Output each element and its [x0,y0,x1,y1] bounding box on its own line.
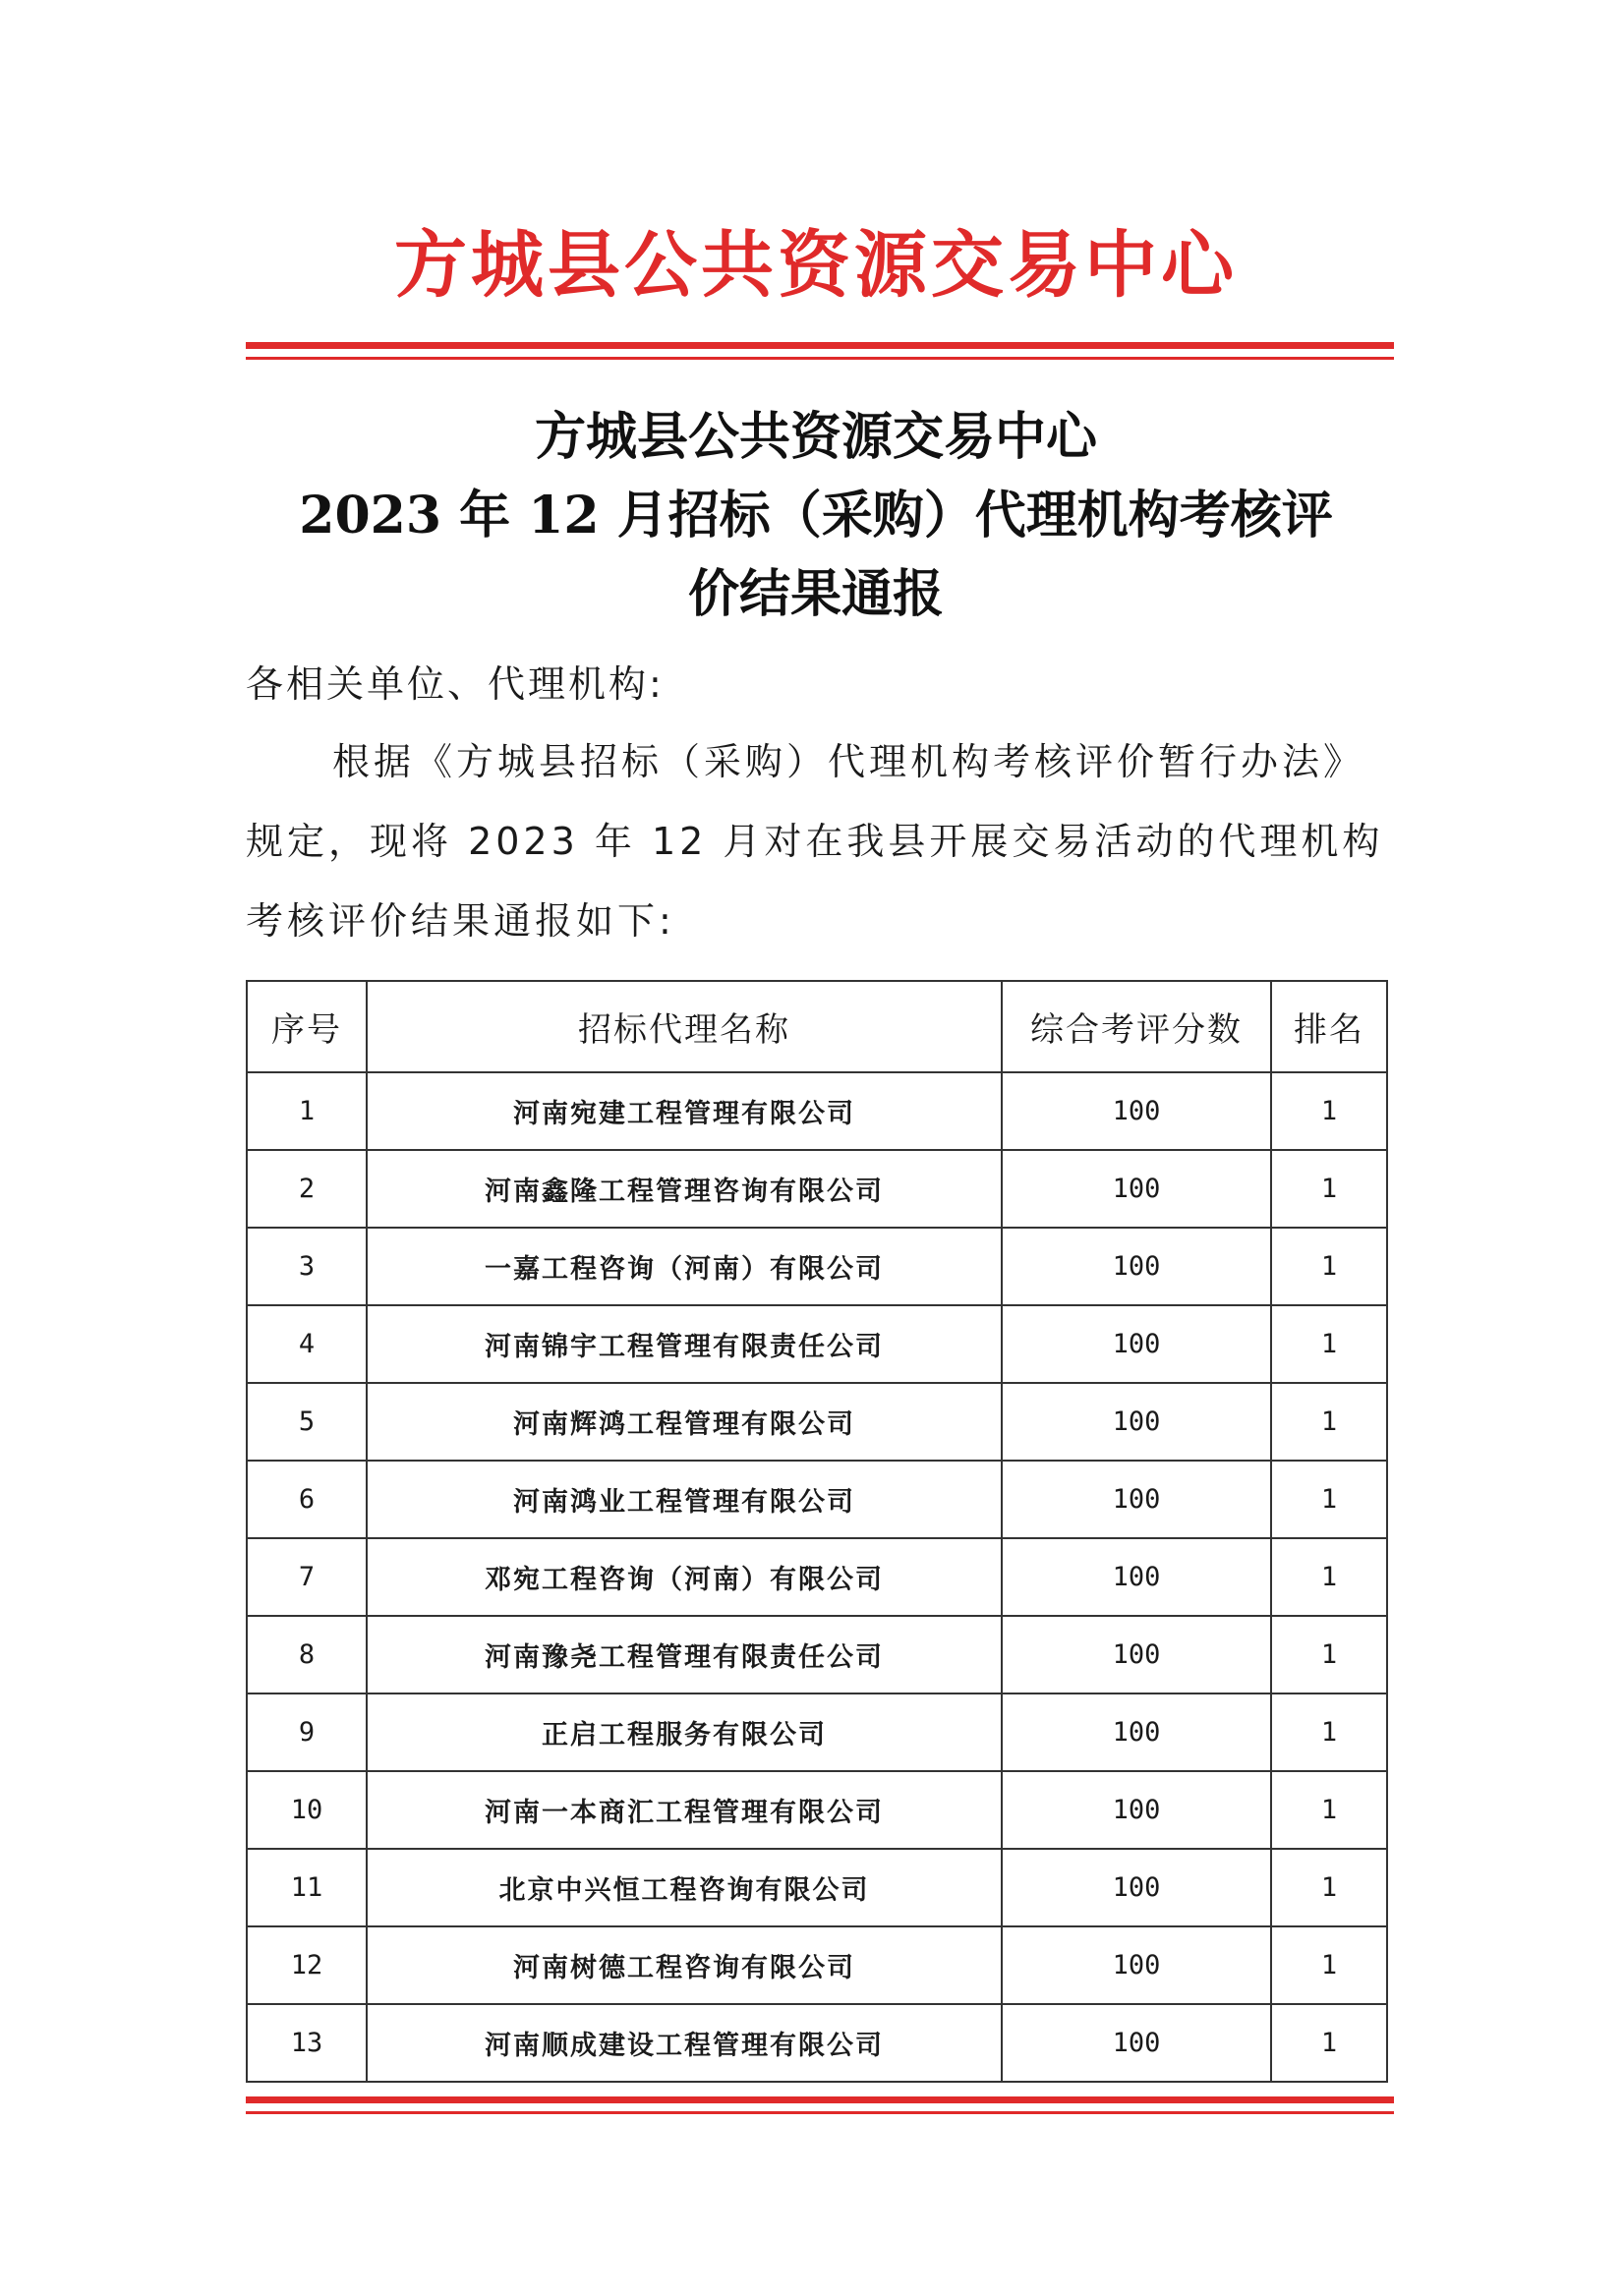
cell-serial: 7 [247,1538,367,1616]
cell-rank: 1 [1271,2004,1387,2082]
table-body [247,1072,1387,2082]
cell-serial: 12 [247,1926,367,2004]
cell-agency-name: 正启工程服务有限公司 [367,1693,1002,1771]
table-row [247,1305,1387,1383]
cell-rank: 1 [1271,1616,1387,1693]
cell-agency-name: 河南豫尧工程管理有限责任公司 [367,1616,1002,1693]
table-row [247,1383,1387,1461]
table-row [247,2004,1387,2082]
table-row [247,1072,1387,1150]
table-row [247,1849,1387,1926]
cell-agency-name: 河南宛建工程管理有限公司 [367,1072,1002,1150]
table-row [247,1228,1387,1305]
cell-rank: 1 [1271,1228,1387,1305]
cell-score: 100 [1002,2004,1271,2082]
cell-rank: 1 [1271,1305,1387,1383]
table-row [247,1693,1387,1771]
letterhead-title: 方城县公共资源交易中心 [394,223,1238,308]
cell-score: 100 [1002,1150,1271,1228]
header-score: 综合考评分数 [1002,981,1271,1072]
notice-body-text: 根据《方城县招标（采购）代理机构考核评价暂行办法》规定，现将 2023 年 12 月对在我县开展交易活动的代理机构考核评价结果通报如下: [246,740,1384,943]
table-row [247,1150,1387,1228]
cell-score: 100 [1002,1849,1271,1926]
letterhead-rule-thick [246,342,1394,349]
cell-agency-name: 河南树德工程咨询有限公司 [367,1926,1002,2004]
cell-serial: 4 [247,1305,367,1383]
table-row [247,1616,1387,1693]
cell-agency-name: 河南一本商汇工程管理有限公司 [367,1771,1002,1849]
cell-serial: 5 [247,1383,367,1461]
footer-rule-thick [246,2096,1394,2103]
cell-rank: 1 [1271,1771,1387,1849]
cell-agency-name: 河南辉鸿工程管理有限公司 [367,1383,1002,1461]
table-row [247,1461,1387,1538]
header-rank: 排名 [1271,981,1387,1072]
cell-score: 100 [1002,1383,1271,1461]
cell-serial: 1 [247,1072,367,1150]
cell-serial: 9 [247,1693,367,1771]
cell-rank: 1 [1271,1383,1387,1461]
cell-rank: 1 [1271,1150,1387,1228]
notice-title-line2: 2023 年 12 月招标（采购）代理机构考核评 [299,486,1333,545]
cell-serial: 10 [247,1771,367,1849]
cell-rank: 1 [1271,1693,1387,1771]
notice-title-line3: 价结果通报 [687,564,944,624]
cell-rank: 1 [1271,1072,1387,1150]
notice-body [246,722,1396,961]
cell-score: 100 [1002,1228,1271,1305]
cell-agency-name: 河南顺成建设工程管理有限公司 [367,2004,1002,2082]
notice-title [236,398,1396,634]
table-row [247,1538,1387,1616]
cell-agency-name: 河南锦宇工程管理有限责任公司 [367,1305,1002,1383]
results-table [246,980,1388,2083]
cell-serial: 13 [247,2004,367,2082]
table-row [247,1926,1387,2004]
cell-agency-name: 邓宛工程咨询（河南）有限公司 [367,1538,1002,1616]
cell-agency-name: 河南鑫隆工程管理咨询有限公司 [367,1150,1002,1228]
cell-score: 100 [1002,1461,1271,1538]
cell-score: 100 [1002,1771,1271,1849]
cell-score: 100 [1002,1616,1271,1693]
cell-agency-name: 一嘉工程咨询（河南）有限公司 [367,1228,1002,1305]
cell-serial: 3 [247,1228,367,1305]
cell-score: 100 [1002,1305,1271,1383]
header-serial: 序号 [247,981,367,1072]
cell-agency-name: 河南鸿业工程管理有限公司 [367,1461,1002,1538]
cell-serial: 6 [247,1461,367,1538]
table-header-row [247,981,1387,1072]
cell-score: 100 [1002,1926,1271,2004]
cell-serial: 2 [247,1150,367,1228]
cell-rank: 1 [1271,1538,1387,1616]
cell-rank: 1 [1271,1849,1387,1926]
header-agency-name: 招标代理名称 [367,981,1002,1072]
salutation: 各相关单位、代理机构: [246,662,665,706]
footer-rule-thin [246,2111,1394,2114]
cell-serial: 8 [247,1616,367,1693]
letterhead-rule-thin [246,357,1394,360]
cell-agency-name: 北京中兴恒工程咨询有限公司 [367,1849,1002,1926]
notice-title-line1: 方城县公共资源交易中心 [534,407,1097,467]
table-row [247,1771,1387,1849]
cell-serial: 11 [247,1849,367,1926]
cell-score: 100 [1002,1693,1271,1771]
cell-rank: 1 [1271,1461,1387,1538]
cell-score: 100 [1002,1538,1271,1616]
cell-score: 100 [1002,1072,1271,1150]
cell-rank: 1 [1271,1926,1387,2004]
